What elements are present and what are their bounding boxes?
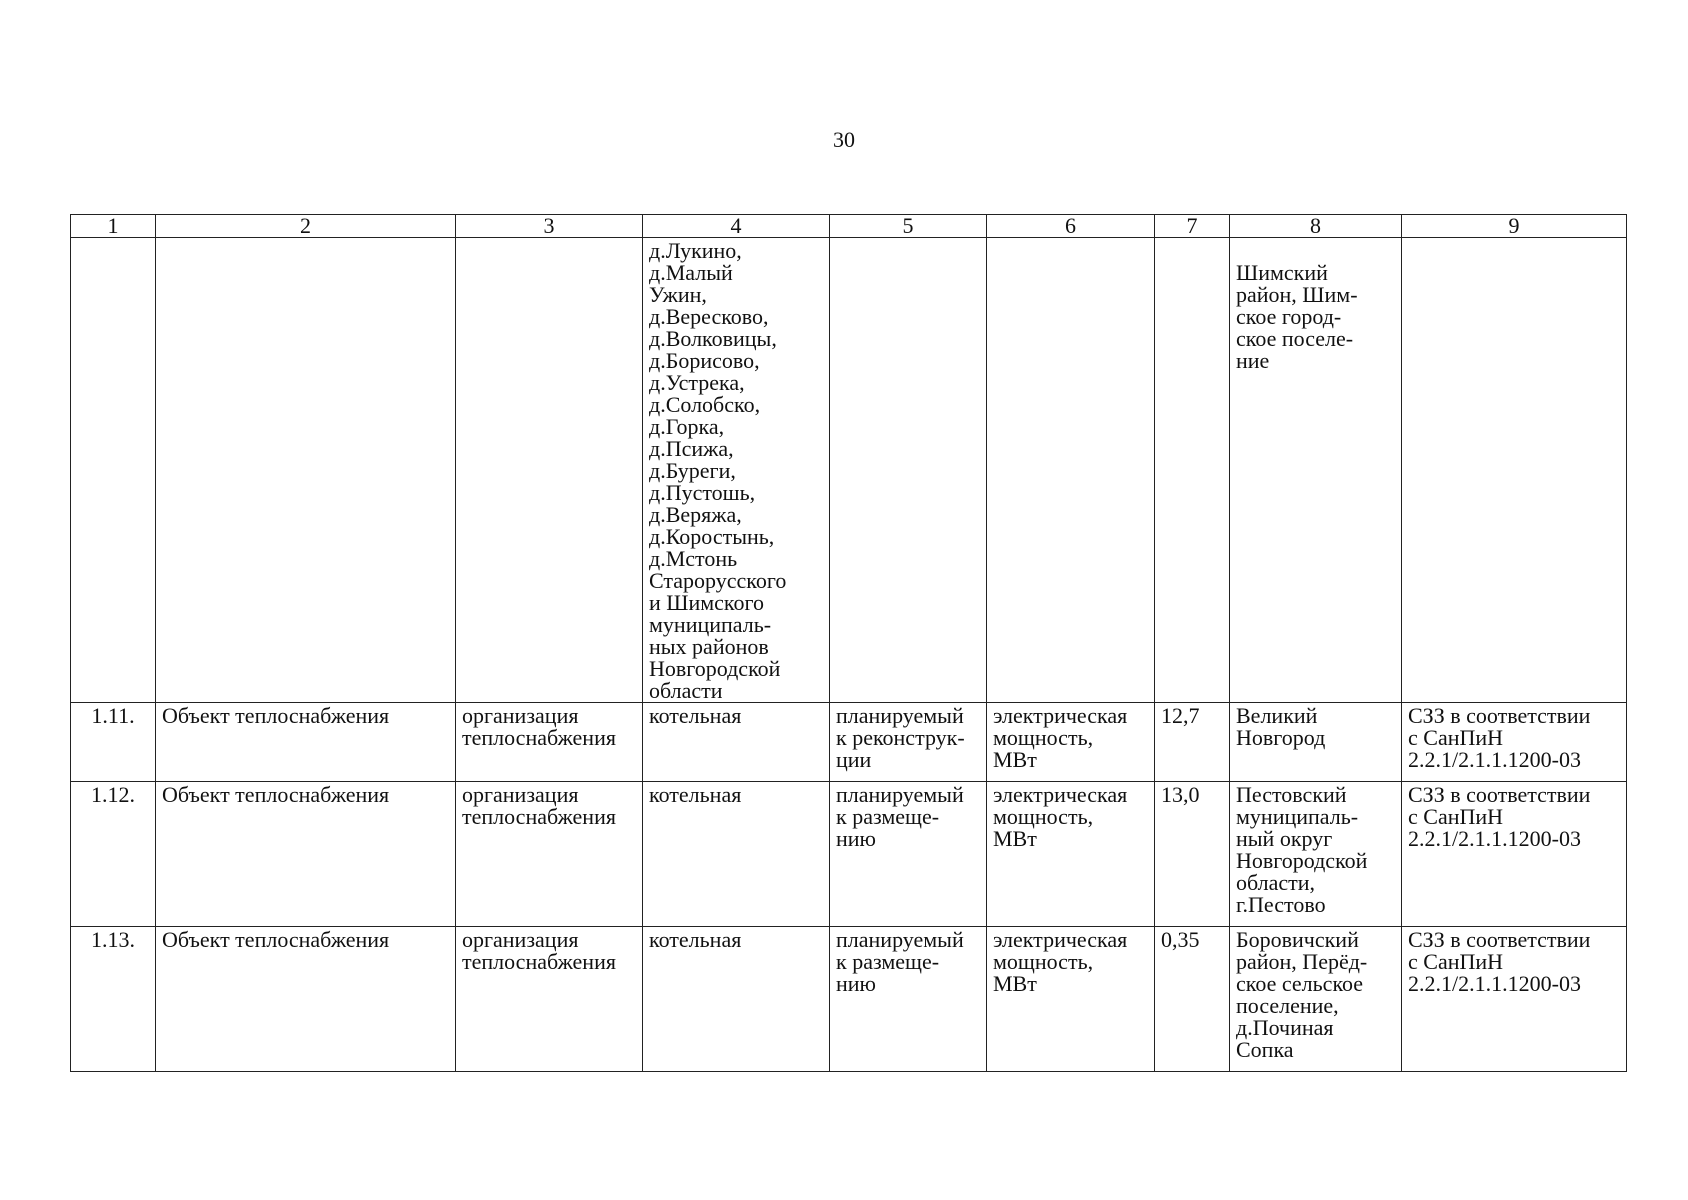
object-name-cell: Объект теплоснабжения (156, 782, 456, 927)
page-number: 30 (833, 127, 855, 152)
table-row (71, 927, 1627, 1072)
row-number-cell (71, 238, 156, 703)
row-number-cell: 1.12. (71, 782, 156, 927)
column-header: 5 (830, 215, 987, 238)
organization-cell (456, 238, 643, 703)
zone-cell: СЗЗ в соответствии с СанПиН 2.2.1/2.1.1.1200-03 (1402, 782, 1627, 927)
location-cell: Великий Новгород (1230, 703, 1402, 782)
status-cell: планируемый к реконструк- ции (830, 703, 987, 782)
object-name-cell: Объект теплоснабжения (156, 927, 456, 1072)
organization-cell: организация теплоснабжения (456, 703, 643, 782)
organization-cell: организация теплоснабжения (456, 782, 643, 927)
column-header: 2 (156, 215, 456, 238)
type-cell: котельная (643, 703, 830, 782)
type-cell: котельная (643, 782, 830, 927)
location-cell: Пестовский муниципаль- ный округ Новгородской области, г.Пестово (1230, 782, 1402, 927)
type-cell: д.Лукино, д.Малый Ужин, д.Вересково, д.Волковицы, д.Борисово, д.Устрека, д.Солобско, д.Горка, д.Псижа, д.Буреги, д.Пустошь, д.Веряжа, д.Коростынь, д.Мстонь Старорусского и Шимского муниципаль- ных районов Новгородской области (643, 238, 830, 703)
parameter-cell: электрическая мощность, МВт (987, 782, 1155, 927)
location-cell: Шимский район, Шим- ское город- ское поселе- ние (1230, 238, 1402, 703)
column-header: 9 (1402, 215, 1627, 238)
row-number-cell: 1.13. (71, 927, 156, 1072)
table-row (71, 703, 1627, 782)
column-header: 8 (1230, 215, 1402, 238)
zone-cell: СЗЗ в соответствии с СанПиН 2.2.1/2.1.1.1200-03 (1402, 927, 1627, 1072)
row-number-cell: 1.11. (71, 703, 156, 782)
parameter-cell: электрическая мощность, МВт (987, 703, 1155, 782)
table-row (71, 238, 1627, 703)
column-header: 7 (1155, 215, 1230, 238)
value-cell: 0,35 (1155, 927, 1230, 1072)
table-header-row (71, 215, 1627, 238)
zone-cell (1402, 238, 1627, 703)
column-header: 4 (643, 215, 830, 238)
data-table (70, 214, 1627, 1072)
location-cell: Боровичский район, Перёд- ское сельское поселение, д.Починая Сопка (1230, 927, 1402, 1072)
value-cell: 13,0 (1155, 782, 1230, 927)
status-cell: планируемый к размеще- нию (830, 927, 987, 1072)
value-cell (1155, 238, 1230, 703)
zone-cell: СЗЗ в соответствии с СанПиН 2.2.1/2.1.1.1200-03 (1402, 703, 1627, 782)
column-header: 6 (987, 215, 1155, 238)
value-cell: 12,7 (1155, 703, 1230, 782)
status-cell (830, 238, 987, 703)
object-name-cell (156, 238, 456, 703)
type-cell: котельная (643, 927, 830, 1072)
parameter-cell (987, 238, 1155, 703)
object-name-cell: Объект теплоснабжения (156, 703, 456, 782)
organization-cell: организация теплоснабжения (456, 927, 643, 1072)
table-row (71, 782, 1627, 927)
column-header: 3 (456, 215, 643, 238)
column-header: 1 (71, 215, 156, 238)
parameter-cell: электрическая мощность, МВт (987, 927, 1155, 1072)
status-cell: планируемый к размеще- нию (830, 782, 987, 927)
